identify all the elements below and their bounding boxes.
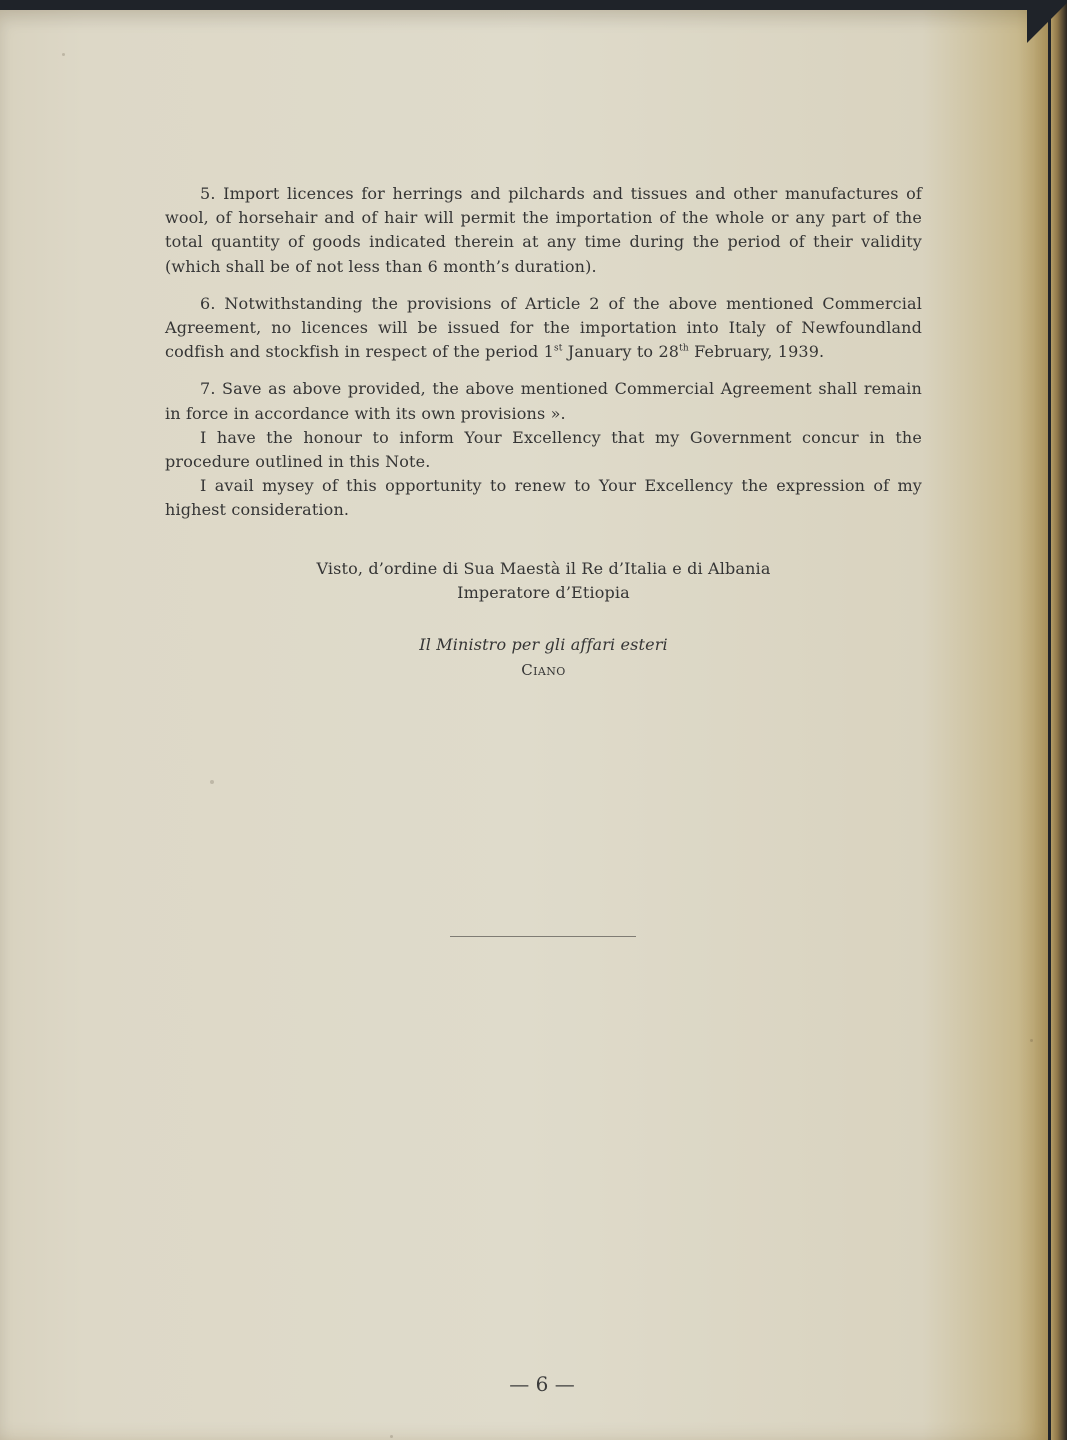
paragraph-6-superscript-2: th — [679, 343, 689, 354]
visto-line: Visto, d’ordine di Sua Maestà il Re d’Italia e di Albania — [316, 558, 771, 578]
folded-corner-shadow — [1027, 0, 1067, 45]
minister-signature: Ciano — [521, 660, 566, 679]
government-concur-paragraph: I have the honour to inform Your Excellency that my Government concur in the procedure outlined in this Note. — [165, 427, 922, 472]
page-number: — 6 — — [509, 1372, 575, 1396]
paragraph-6 — [165, 292, 922, 365]
separator-rule — [450, 936, 636, 937]
paper-speck — [210, 780, 214, 784]
paragraph-6-superscript-1: st — [554, 343, 563, 354]
document-page — [0, 10, 1048, 1440]
paragraph-6-text-1: 6. Notwithstanding the provisions of Article 2 of the above mentioned Commercial Agreement, no licences will be issued for the importation into Italy of Newfoundland codfish and stockfish in respect of the period 1 — [165, 293, 922, 362]
minister-title: Il Ministro per gli affari esteri — [419, 634, 668, 654]
paragraph-6-text-2: January to 28 — [562, 342, 680, 362]
document-body — [165, 182, 922, 682]
paragraph-7: 7. Save as above provided, the above mentioned Commercial Agreement shall remain in force in accordance with its own provisions ». — [165, 379, 922, 423]
emperor-title-line: Imperatore d’Etiopia — [457, 582, 630, 602]
closing-block — [165, 557, 922, 605]
consideration-paragraph: I avail mysey of this opportunity to renew to Your Excellency the expression of my highest consideration. — [165, 476, 922, 520]
paper-speck — [62, 53, 65, 56]
page-edge-shadow — [1051, 0, 1067, 1440]
paper-speck — [1030, 1039, 1033, 1042]
paragraph-6-text-3: February, 1939. — [688, 342, 825, 362]
paper-speck — [390, 1435, 393, 1438]
paragraph-5: 5. Import licences for herrings and pilchards and tissues and other manufactures of wool, of horsehair and of hair will permit the importation of the whole or any part of the total quantity of goods indicated therein at any time during the period of their validity (which shall be of not less than 6 month’s duration). — [165, 184, 922, 276]
